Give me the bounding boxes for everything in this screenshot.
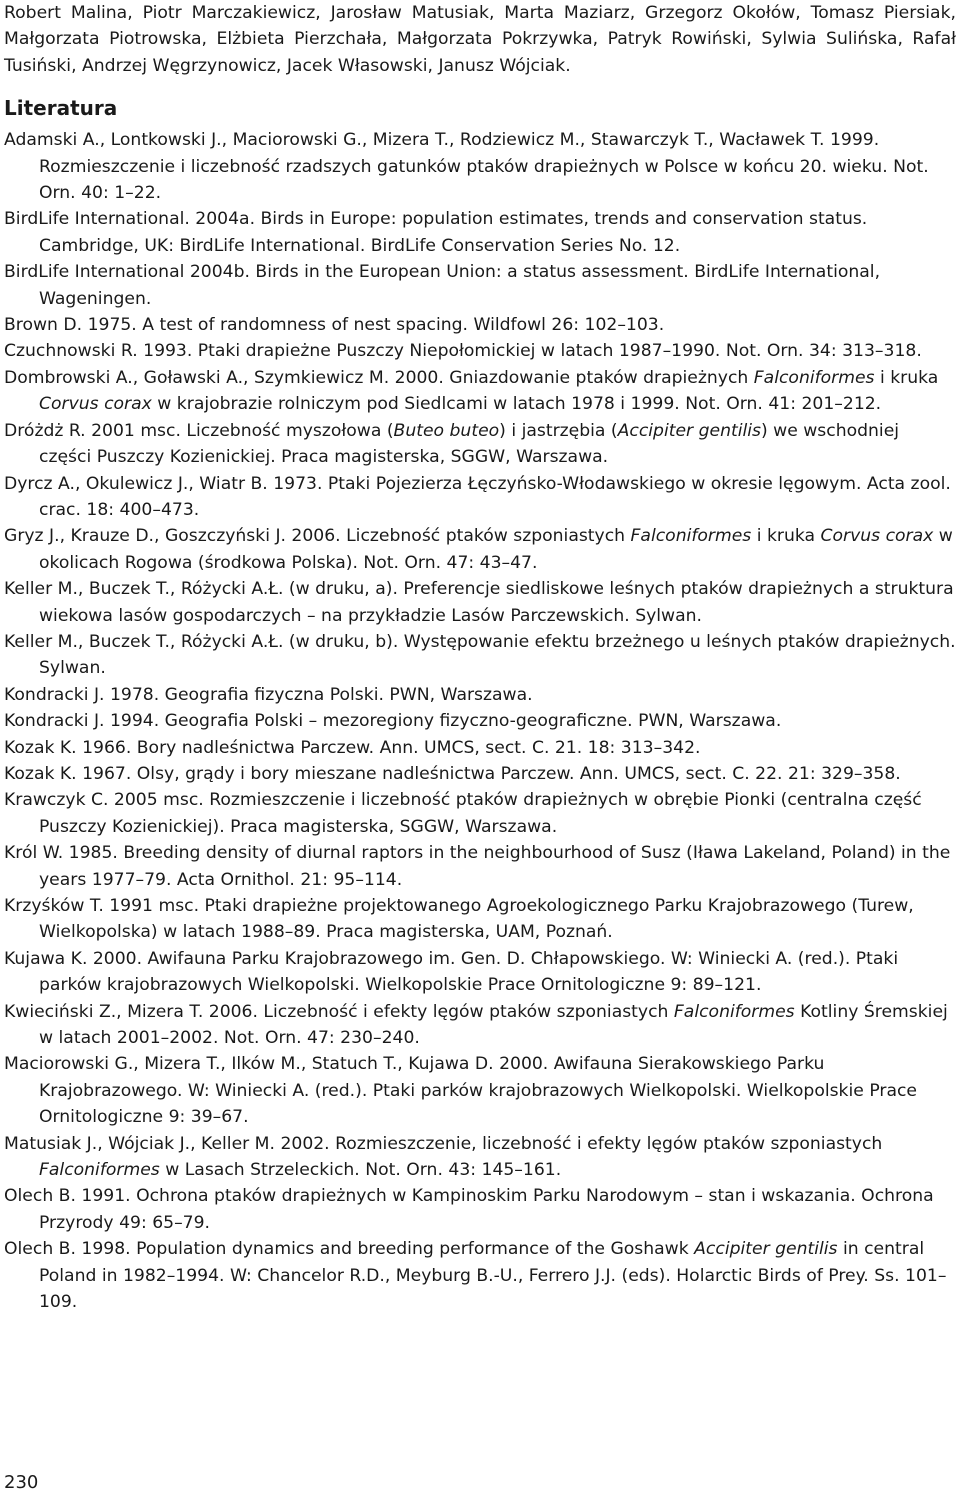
page-number: 230: [4, 1472, 39, 1493]
reference-entry: [4, 735, 956, 761]
reference-text: Brown D. 1975. A test of randomness of nest spacing. Wildfowl 26: 102–103.: [4, 315, 665, 336]
reference-text: i kruka: [751, 526, 821, 547]
reference-text: Dyrcz A., Okulewicz J., Wiatr B. 1973. Ptaki Pojezierza Łęczyńsko-Włodawskiego w okresie lęgowym. Acta zool. crac. 18: 400–473.: [4, 473, 951, 520]
reference-species-name: Buteo buteo: [393, 420, 500, 441]
reference-entry: [4, 471, 956, 524]
page-body: [4, 0, 956, 1316]
reference-text: Gryz J., Krauze D., Goszczyński J. 2006. Liczebność ptaków szponiastych: [4, 526, 631, 547]
reference-text: Kotliny Śremskiej w latach 2001–2002. Not. Orn. 47: 230–240.: [39, 1001, 948, 1049]
reference-text: w okolicach Rogowa (środkowa Polska). Not. Orn. 47: 43–47.: [39, 526, 953, 573]
acknowledged-authors: Robert Malina, Piotr Marczakiewicz, Jarosław Matusiak, Marta Maziarz, Grzegorz Okołów, Tomasz Piersiak, Małgorzata Piotrowska, Elżbieta Pierzchała, Małgorzata Pokrzywka, Patryk Rowiński, Sylwia Sulińska, Rafał Tusiński, Andrzej Węgrzynowicz, Jacek Własowski, Janusz Wójciak.: [4, 3, 956, 76]
reference-text: ) we wschodniej części Puszczy Kozienickiej. Praca magisterska, SGGW, Warszawa.: [39, 420, 900, 468]
reference-entry: [4, 418, 956, 471]
reference-text: Krzyśków T. 1991 msc. Ptaki drapieżne projektowanego Agroekologicznego Parku Krajobrazowego (Turew, Wielkopolska) w latach 1988–89. Praca magisterska, UAM, Poznań.: [4, 896, 914, 943]
reference-entry: [4, 1183, 956, 1236]
reference-species-name: Accipiter gentilis: [617, 420, 761, 441]
reference-text: Król W. 1985. Breeding density of diurnal raptors in the neighbourhood of Susz (Iława Lakeland, Poland) in the years 1977–79. Acta Ornithol. 21: 95–114.: [4, 843, 951, 890]
reference-entry: [4, 312, 956, 338]
reference-text: Dombrowski A., Goławski A., Szymkiewicz M. 2000. Gniazdowanie ptaków drapieżnych: [4, 367, 754, 388]
reference-text: Czuchnowski R. 1993. Ptaki drapieżne Puszczy Niepołomickiej w latach 1987–1990. Not. Orn. 34: 313–318.: [4, 341, 922, 362]
reference-entry: [4, 708, 956, 734]
reference-species-name: Corvus corax: [820, 526, 934, 547]
section-heading: Literatura: [4, 96, 118, 121]
reference-entry: [4, 206, 956, 259]
reference-entry: [4, 682, 956, 708]
reference-entry: [4, 999, 956, 1052]
reference-list: [4, 127, 956, 1315]
reference-entry: [4, 523, 956, 576]
reference-species-name: Falconiformes: [39, 1160, 160, 1181]
reference-text: w krajobrazie rolniczym pod Siedlcami w latach 1978 i 1999. Not. Orn. 41: 201–212.: [151, 394, 882, 415]
reference-text: Kondracki J. 1978. Geografia fizyczna Polski. PWN, Warszawa.: [4, 684, 533, 705]
reference-text: ) i jastrzębia (: [499, 420, 618, 441]
reference-entry: [4, 259, 956, 312]
reference-entry: [4, 127, 956, 206]
reference-text: in central Poland in 1982–1994. W: Chancelor R.D., Meyburg B.-U., Ferrero J.J. (eds). Holarctic Birds of Prey. Ss. 101–109.: [39, 1239, 947, 1313]
reference-text: Olech B. 1998. Population dynamics and breeding performance of the Goshawk: [4, 1239, 695, 1260]
reference-entry: [4, 1051, 956, 1130]
reference-text: Adamski A., Lontkowski J., Maciorowski G., Mizera T., Rodziewicz M., Stawarczyk T., Wacławek T. 1999. Rozmieszczenie i liczebność rzadszych gatunków ptaków drapieżnych w Polsce w końcu 20. wieku. Not. Orn. 40: 1–22.: [4, 130, 929, 204]
reference-text: Dróżdż R. 2001 msc. Liczebność myszołowa (: [4, 420, 394, 441]
reference-species-name: Accipiter gentilis: [694, 1239, 838, 1260]
reference-entry: [4, 365, 956, 418]
reference-text: w Lasach Strzeleckich. Not. Orn. 43: 145–161.: [159, 1160, 562, 1181]
reference-species-name: Falconiformes: [630, 526, 752, 547]
reference-species-name: Falconiformes: [753, 367, 875, 388]
reference-species-name: Corvus corax: [39, 394, 152, 415]
reference-text: Kondracki J. 1994. Geografia Polski – mezoregiony fizyczno-geograficzne. PWN, Warszawa.: [4, 711, 782, 732]
reference-entry: [4, 946, 956, 999]
reference-entry: [4, 893, 956, 946]
reference-species-name: Falconiformes: [673, 1001, 795, 1022]
reference-text: BirdLife International. 2004a. Birds in Europe: population estimates, trends and conservation status. Cambridge, UK: BirdLife International. BirdLife Conservation Series No. 12.: [4, 209, 868, 256]
reference-text: Krawczyk C. 2005 msc. Rozmieszczenie i liczebność ptaków drapieżnych w obrębie Pionki (centralna część Puszczy Kozienickiej). Praca magisterska, SGGW, Warszawa.: [4, 790, 922, 837]
reference-text: Kozak K. 1966. Bory nadleśnictwa Parczew. Ann. UMCS, sect. C. 21. 18: 313–342.: [4, 737, 701, 758]
reference-text: i kruka: [874, 367, 939, 388]
reference-entry: [4, 576, 956, 629]
reference-text: Keller M., Buczek T., Różycki A.Ł. (w druku, a). Preferencje siedliskowe leśnych ptaków drapieżnych a struktura wiekowa lasów gospodarczych – na przykładzie Lasów Parczewskich. Sylwan.: [4, 579, 954, 626]
reference-text: Olech B. 1991. Ochrona ptaków drapieżnych w Kampinoskim Parku Narodowym – stan i wskazania. Ochrona Przyrody 49: 65–79.: [4, 1186, 934, 1233]
reference-entry: [4, 629, 956, 682]
reference-entry: [4, 1131, 956, 1184]
reference-text: Kozak K. 1967. Olsy, grądy i bory mieszane nadleśnictwa Parczew. Ann. UMCS, sect. C. 22. 21: 329–358.: [4, 763, 901, 784]
reference-entry: [4, 1236, 956, 1315]
reference-entry: [4, 338, 956, 364]
reference-text: BirdLife International 2004b. Birds in the European Union: a status assessment. BirdLife International, Wageningen.: [4, 262, 881, 309]
reference-text: Keller M., Buczek T., Różycki A.Ł. (w druku, b). Występowanie efektu brzeżnego u leśnych ptaków drapieżnych. Sylwan.: [4, 631, 956, 679]
reference-text: Kujawa K. 2000. Awifauna Parku Krajobrazowego im. Gen. D. Chłapowskiego. W: Winiecki A. (red.). Ptaki parków krajobrazowych Wielkopolski. Wielkopolskie Prace Ornitologiczne 9: 89–121.: [4, 948, 899, 996]
reference-text: Kwieciński Z., Mizera T. 2006. Liczebność i efekty lęgów ptaków szponiastych: [4, 1001, 674, 1022]
reference-entry: [4, 787, 956, 840]
reference-entry: [4, 840, 956, 893]
reference-entry: [4, 761, 956, 787]
reference-text: Matusiak J., Wójciak J., Keller M. 2002. Rozmieszczenie, liczebność i efekty lęgów ptaków szponiastych: [4, 1133, 883, 1154]
reference-text: Maciorowski G., Mizera T., Ilków M., Statuch T., Kujawa D. 2000. Awifauna Sierakowskiego Parku Krajobrazowego. W: Winiecki A. (red.). Ptaki parków krajobrazowych Wielkopolski. Wielkopolskie Prace Ornitologiczne 9: 39–67.: [4, 1054, 918, 1128]
